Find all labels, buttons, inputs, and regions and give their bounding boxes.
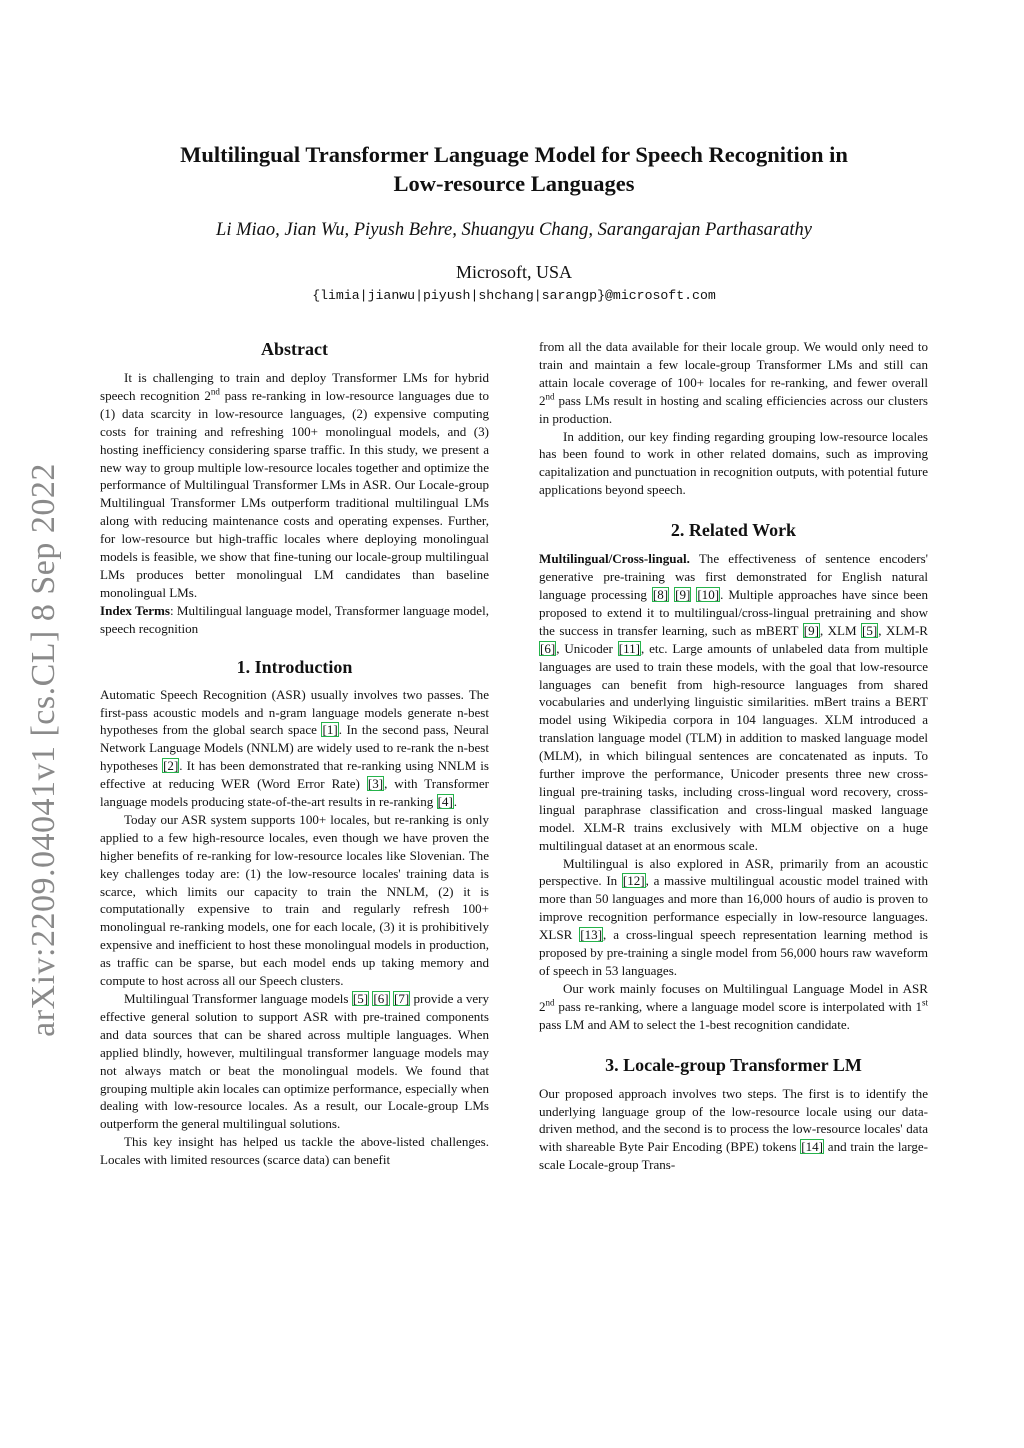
- citation-5[interactable]: [5]: [862, 622, 878, 638]
- arxiv-stamp: arXiv:2209.04041v1 [cs.CL] 8 Sep 2022: [25, 463, 62, 1037]
- citation-14[interactable]: [14]: [801, 1139, 824, 1155]
- author-emails: {limia|jianwu|piyush|shchang|sarangp}@microsoft.com: [312, 288, 716, 303]
- citation-1[interactable]: [1]: [322, 722, 338, 738]
- citation-10[interactable]: [10]: [697, 586, 720, 602]
- citation-6[interactable]: [6]: [540, 640, 556, 656]
- intro-paragraph-4: This key insight has helped us tackle the above-listed challenges. Locales with limited resources (scarce data) can benefit: [100, 1134, 489, 1168]
- title-line-1: Multilingual Transformer Language Model for Speech Recognition in: [180, 142, 848, 167]
- abstract-paragraph: It is challenging to train and deploy Transformer LMs for hybrid speech recognition 2nd pass re-ranking in low-resource languages due to (1) data scarcity in low-resource languages, (2) expensive computing costs for training and refreshing 100+ monolingual models, and (3) hosting inefficiency considering sparse traffic. In this study, we present a new way to group multiple low-resource locales together and optimize the performance of Multilingual Transformer LMs in ASR. Our Locale-group Multilingual Transformer LMs outperform traditional multilingual LMs along with reducing maintenance costs and operating expenses. Further, for low-resource but high-traffic locales where deploying monolingual models is feasible, we show that fine-tuning our locale-group multilingual LMs produces better monolingual LM candidates than baseline monolingual LMs.: [100, 370, 489, 600]
- citation-12[interactable]: [12]: [622, 873, 645, 889]
- affiliation: Microsoft, USA: [456, 262, 572, 282]
- citation-7[interactable]: [7]: [393, 991, 410, 1006]
- intro-paragraph-2: Today our ASR system supports 100+ locales, but re-ranking is only applied to a few high-resource locales, even though we have proven the higher benefits of re-ranking for low-resource locales like Slovenian. The key challenges today are: (1) the low-resource locales' training data is scarce, which limits our capacity to train the NNLM, (2) it is computationally expensive to train and regularly refresh 100+ monolingual re-ranking models, one for each locale, (3) it is prohibitively expensive and inefficient to host these monolingual models in production, as traffic can be sparse, but each model ends up taking memory and compute to host across all our Speech clusters.: [100, 811, 489, 989]
- title-line-2: Low-resource Languages: [393, 171, 635, 196]
- left-column: [100, 338, 489, 1169]
- related-paragraph-2: Multilingual is also explored in ASR, primarily from an acoustic perspective. In [12], a massive multilingual acoustic model trained with more than 50 languages and more than 16,000 hours of audio is proven to improve recognition performance especially in low-resource languages. XLSR [13], a cross-lingual speech representation learning method is proposed by pre-training a single model from 56,000 hours raw waveform of speech in 53 languages.: [539, 855, 928, 978]
- citation-9[interactable]: [9]: [803, 622, 819, 638]
- locale-paragraph-1: Our proposed approach involves two steps. The first is to identify the underlying language group of the low-resource locale using our data-driven method, and the second is to process the low-resource locales' data with shareable Byte Pair Encoding (BPE) tokens [14] and train the large-scale Locale-group Trans-: [539, 1085, 929, 1173]
- citation-8[interactable]: [8]: [652, 586, 669, 602]
- citation-13[interactable]: [13]: [580, 927, 603, 943]
- citation-6[interactable]: [6]: [373, 991, 389, 1006]
- index-terms: Index Terms: Multilingual language model, Transformer language model, speech recognition: [100, 602, 489, 636]
- citation-11[interactable]: [11]: [618, 640, 640, 656]
- intro-paragraph-3: Multilingual Transformer language models [5] [6] [7] provide a very effective general solution to support ASR with pre-trained components and data sources that can be shared across multiple languages. When applied blindly, however, multilingual transformer language models may not always match or beat the monolingual models. We found that grouping multiple akin locales can optimize performance, especially when dealing with low-resource locales. As a result, our Locale-group LMs outperform the general multilingual solutions.: [100, 991, 490, 1132]
- related-paragraph-1: Multilingual/Cross-lingual. The effectiveness of sentence encoders' generative pre-training was first demonstrated for English natural language processing [8] [9] [10]. Multiple approaches have since been proposed to extend it to multilingual/cross-lingual pretraining and show the success in transfer learning, such as mBERT [9], XLM [5], XLM-R [6], Unicoder [11], etc. Large amounts of unlabeled data from multiple languages are used to train these models, with the goal that low-resource languages can benefit from high-resource languages from shared vocabularies and underlying linguistic similarities. mBert trains a BERT model using Wikipedia corpora in 104 languages. XLM introduced a translation language model (TLM) in addition to masked language model (MLM), in which bilingual sentences are concatenated as inputs. To further improve the performance, Unicoder presents three new cross-lingual pre-training tasks, including cross-lingual word recovery, cross-lingual paraphrase classification and cross-lingual masked language model. XLM-R trains exclusively with MLM objective on a huge multilingual dataset at an enormous scale.: [539, 551, 928, 853]
- citation-2[interactable]: [2]: [163, 758, 179, 774]
- citation-3[interactable]: [3]: [367, 776, 384, 792]
- abstract-heading: Abstract: [261, 339, 328, 359]
- citation-9[interactable]: [9]: [675, 586, 691, 602]
- section-1-heading: 1. Introduction: [236, 656, 353, 677]
- citation-4[interactable]: [4]: [437, 794, 453, 810]
- paper-title: [100, 140, 928, 198]
- right-column: [539, 338, 928, 1174]
- citation-5[interactable]: [5]: [352, 991, 369, 1006]
- intro-paragraph-1: Automatic Speech Recognition (ASR) usually involves two passes. The first-pass acoustic models and n-gram language models generate n-best hypotheses from the global search space [1]. In the second pass, Neural Network Language Models (NNLM) are widely used to re-rank the n-best hypotheses [2]. It has been demonstrated that re-ranking using NNLM is effective at reducing WER (Word Error Rate) [3], with Transformer language models producing state-of-the-art results in re-ranking [4].: [100, 686, 489, 810]
- intro-paragraph-5: from all the data available for their locale group. We would only need to train and maintain a few locale-group Transformer LMs and still can attain locale coverage of 100+ locales for re-ranking, and fewer overall 2nd pass LMs result in hosting and scaling efficiencies across our clusters in production.: [539, 339, 928, 426]
- section-3-heading: 3. Locale-group Transformer LM: [605, 1054, 862, 1075]
- section-2-heading: 2. Related Work: [670, 520, 797, 541]
- related-paragraph-3: Our work mainly focuses on Multilingual Language Model in ASR 2nd pass re-ranking, where a language model score is interpolated with 1st pass LM and AM to select the 1-best recognition candidate.: [539, 980, 928, 1032]
- intro-paragraph-6: In addition, our key finding regarding grouping low-resource locales has been found to work in other related domains, such as improving capitalization and punctuation in recognition outputs, with potential future applications beyond speech.: [539, 428, 928, 498]
- author-list: Li Miao, Jian Wu, Piyush Behre, Shuangyu Chang, Sarangarajan Parthasarathy: [216, 220, 812, 240]
